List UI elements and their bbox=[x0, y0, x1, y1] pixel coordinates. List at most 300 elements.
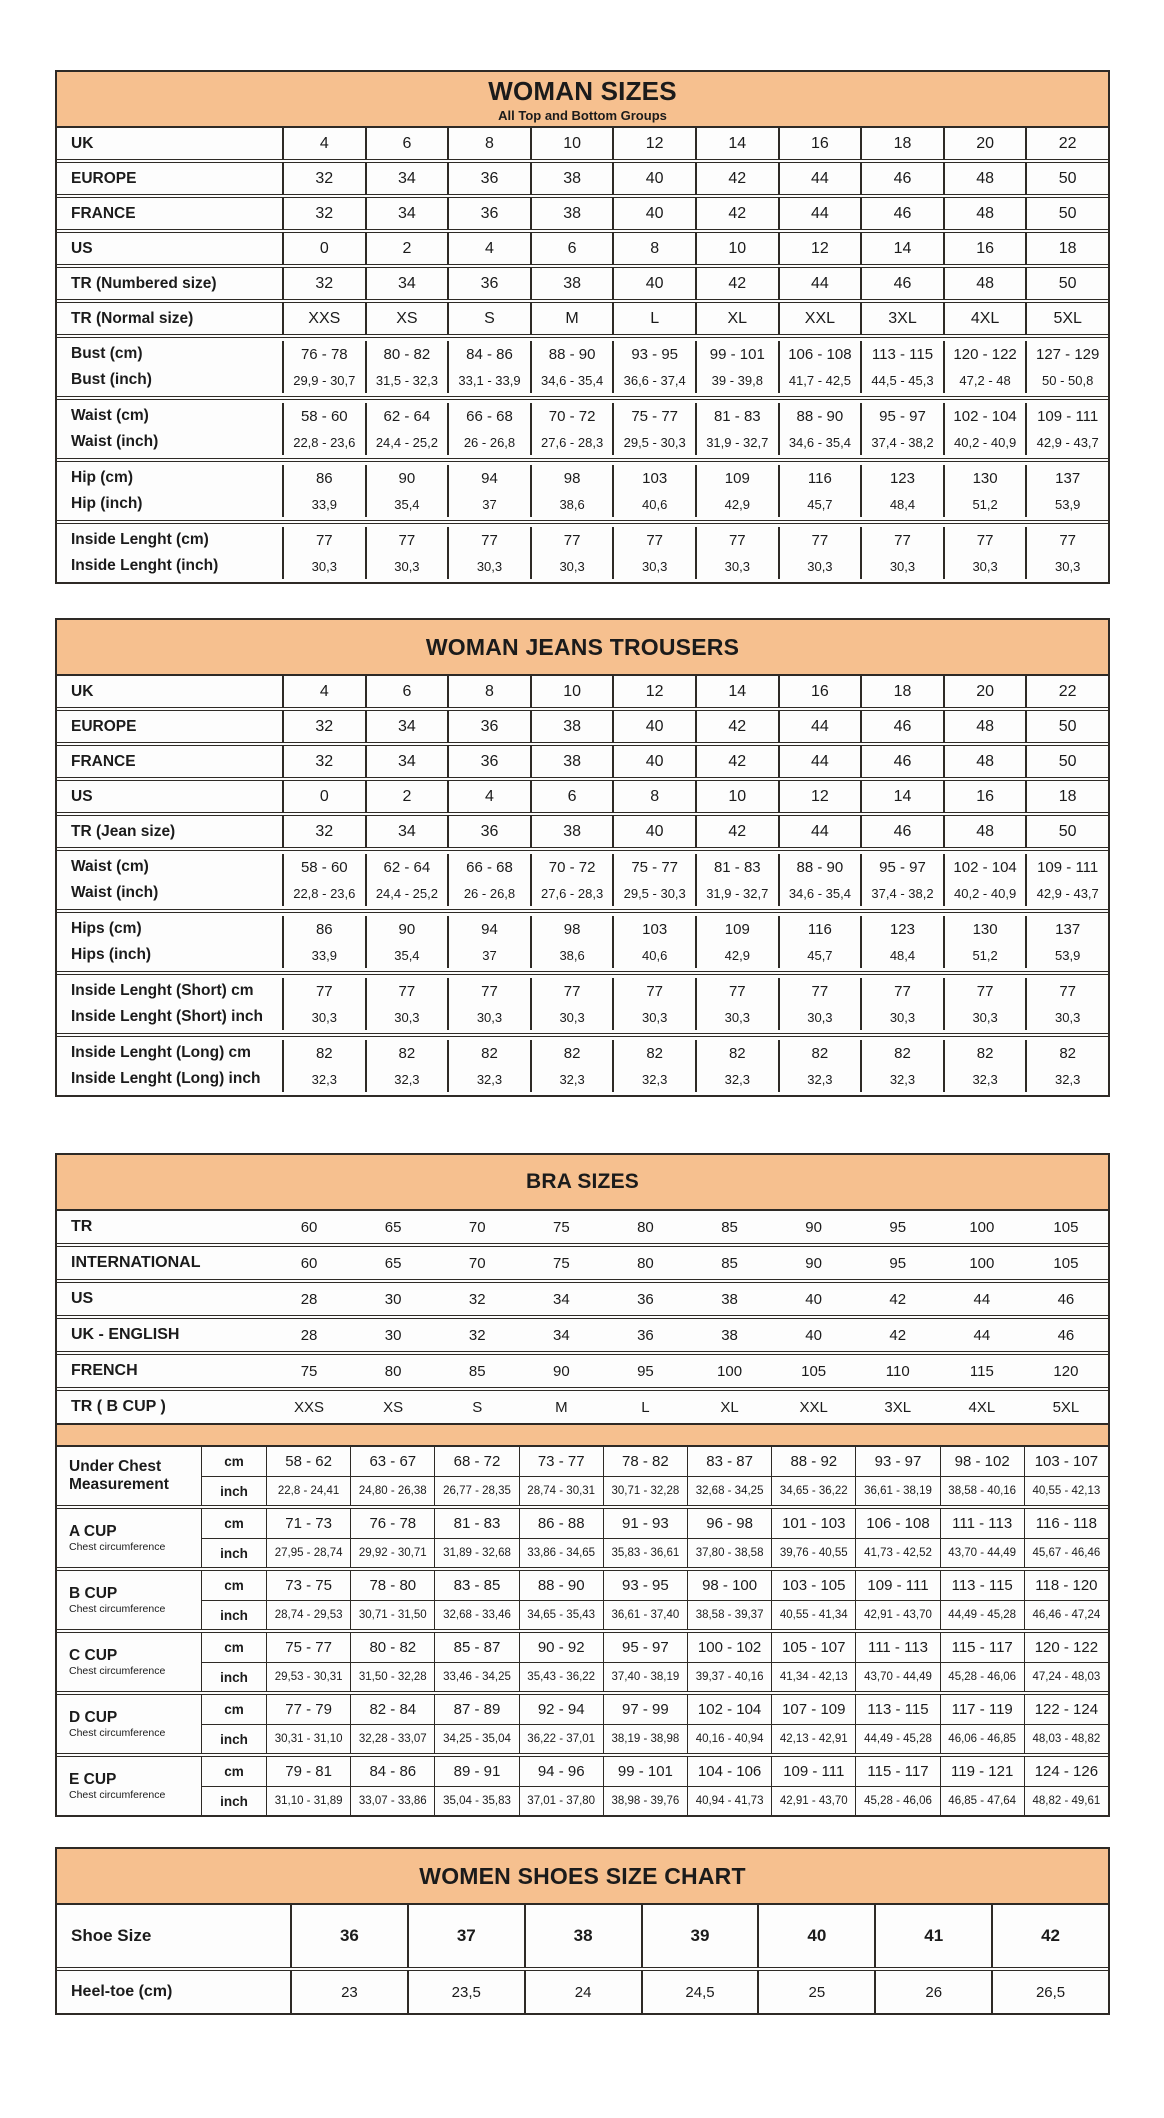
size-value: XXS bbox=[294, 1398, 325, 1416]
size-value: 37,40 - 38,19 bbox=[603, 1663, 687, 1691]
size-value: 46 bbox=[1057, 1326, 1075, 1344]
size-value: 10 bbox=[695, 233, 778, 264]
size-value: 94 - 96 bbox=[519, 1757, 603, 1786]
size-value: 5XL bbox=[1025, 303, 1108, 334]
size-value: 46 bbox=[860, 746, 943, 777]
size-value: 35,04 - 35,83 bbox=[434, 1787, 518, 1815]
size-value: XXL bbox=[778, 303, 861, 334]
size-value: 116 bbox=[778, 465, 861, 491]
size-value: 92 - 94 bbox=[519, 1695, 603, 1724]
size-value: 40,55 - 41,34 bbox=[771, 1601, 855, 1629]
size-value: 120 - 122 bbox=[943, 341, 1026, 367]
size-value: 36 bbox=[637, 1326, 654, 1344]
size-value: 4 bbox=[282, 128, 365, 159]
table-row bbox=[57, 128, 1108, 159]
size-value: M bbox=[530, 303, 613, 334]
size-value: 53,9 bbox=[1025, 942, 1108, 968]
size-value: 44 bbox=[778, 163, 861, 194]
row-label: FRANCE bbox=[71, 752, 136, 770]
table-row bbox=[57, 338, 1108, 367]
size-value: 95 - 97 bbox=[860, 403, 943, 429]
size-value: 36,61 - 38,19 bbox=[855, 1477, 939, 1505]
size-chart-page bbox=[0, 70, 1164, 2015]
size-value: 80 - 82 bbox=[350, 1633, 434, 1662]
size-value: 95 - 97 bbox=[603, 1633, 687, 1662]
row-label: UK bbox=[71, 134, 94, 152]
size-value: 27,6 - 28,3 bbox=[530, 880, 613, 906]
size-value: 77 bbox=[530, 527, 613, 553]
size-value: 38 bbox=[721, 1290, 738, 1308]
size-value: 81 - 83 bbox=[434, 1509, 518, 1538]
size-value: 42,9 bbox=[695, 942, 778, 968]
size-value: 65 bbox=[384, 1254, 402, 1272]
size-value: 27,95 - 28,74 bbox=[266, 1539, 350, 1567]
size-value: 88 - 90 bbox=[778, 403, 861, 429]
size-value: 16 bbox=[943, 781, 1026, 812]
row-label: TR (Numbered size) bbox=[71, 274, 217, 292]
size-value: 111 - 113 bbox=[940, 1509, 1024, 1538]
size-value: 38,19 - 38,98 bbox=[603, 1725, 687, 1753]
size-value: 137 bbox=[1025, 465, 1108, 491]
size-value: 78 - 82 bbox=[603, 1447, 687, 1476]
size-value: 32,3 bbox=[695, 1066, 778, 1092]
size-value: 22,8 - 24,41 bbox=[266, 1477, 350, 1505]
size-value: 42,9 - 43,7 bbox=[1025, 880, 1108, 906]
size-value: 42,91 - 43,70 bbox=[855, 1601, 939, 1629]
size-value: 58 - 62 bbox=[266, 1447, 350, 1476]
size-value: 99 - 101 bbox=[603, 1757, 687, 1786]
size-value: 0 bbox=[282, 233, 365, 264]
size-value: 60 bbox=[300, 1218, 318, 1236]
size-value: 38 bbox=[530, 816, 613, 847]
size-value: 26 bbox=[874, 1971, 991, 2013]
size-value: 93 - 95 bbox=[612, 341, 695, 367]
size-value: 82 bbox=[447, 1040, 530, 1066]
table-row bbox=[57, 676, 1108, 707]
table-title: BRA SIZES bbox=[525, 1170, 640, 1193]
size-value: 106 - 108 bbox=[855, 1509, 939, 1538]
row-label: Hips (inch) bbox=[71, 946, 152, 963]
size-value: 29,5 - 30,3 bbox=[612, 429, 695, 455]
size-value: 32,68 - 34,25 bbox=[687, 1477, 771, 1505]
size-value: 77 bbox=[778, 978, 861, 1004]
row-label: Shoe Size bbox=[71, 1926, 152, 1945]
size-value: 75 - 77 bbox=[612, 403, 695, 429]
size-value: 100 bbox=[717, 1362, 743, 1380]
size-value: 26,5 bbox=[991, 1971, 1108, 2013]
unit-label: inch bbox=[220, 1545, 248, 1561]
size-value: 37,4 - 38,2 bbox=[860, 880, 943, 906]
size-value: 12 bbox=[778, 233, 861, 264]
size-value: 46,46 - 47,24 bbox=[1024, 1601, 1108, 1629]
size-value: 30,3 bbox=[530, 1004, 613, 1030]
row-group bbox=[57, 299, 1108, 334]
size-value: 53,9 bbox=[1025, 491, 1108, 517]
size-value: 116 - 118 bbox=[1024, 1509, 1108, 1538]
size-value: 115 - 117 bbox=[940, 1633, 1024, 1662]
size-value: 28,74 - 30,31 bbox=[519, 1477, 603, 1505]
size-value: 34,65 - 36,22 bbox=[771, 1477, 855, 1505]
row-sublabel: Chest circumference bbox=[69, 1727, 166, 1740]
size-value: 77 bbox=[530, 978, 613, 1004]
row-group bbox=[57, 676, 1108, 707]
table-row bbox=[202, 1538, 1108, 1567]
size-value: 38 bbox=[530, 746, 613, 777]
size-value: 82 bbox=[612, 1040, 695, 1066]
size-value: 34,25 - 35,04 bbox=[434, 1725, 518, 1753]
size-value: 71 - 73 bbox=[266, 1509, 350, 1538]
size-value: 32,3 bbox=[860, 1066, 943, 1092]
table-title: WOMEN SHOES SIZE CHART bbox=[419, 1862, 746, 1889]
size-value: 38,58 - 40,16 bbox=[940, 1477, 1024, 1505]
size-value: 32,3 bbox=[365, 1066, 448, 1092]
size-value: 109 - 111 bbox=[1025, 854, 1108, 880]
size-value: 90 bbox=[553, 1362, 570, 1380]
row-group bbox=[57, 194, 1108, 229]
size-value: 37,80 - 38,58 bbox=[687, 1539, 771, 1567]
size-value: 86 bbox=[282, 916, 365, 942]
size-value: 23,5 bbox=[407, 1971, 524, 2013]
size-value: 50 bbox=[1025, 746, 1108, 777]
size-value: 91 - 93 bbox=[603, 1509, 687, 1538]
table-row bbox=[57, 1283, 1108, 1315]
size-value: 77 bbox=[365, 527, 448, 553]
size-value: 94 bbox=[447, 916, 530, 942]
size-value: 34,6 - 35,4 bbox=[778, 880, 861, 906]
size-value: 39,76 - 40,55 bbox=[771, 1539, 855, 1567]
row-label: D CUP bbox=[69, 1708, 118, 1726]
size-value: 3XL bbox=[860, 303, 943, 334]
size-value: 113 - 115 bbox=[940, 1571, 1024, 1600]
size-value: 73 - 75 bbox=[266, 1571, 350, 1600]
table-row bbox=[57, 524, 1108, 553]
row-label: UK - ENGLISH bbox=[71, 1326, 180, 1343]
table-row bbox=[57, 1211, 1108, 1243]
size-value: 18 bbox=[860, 128, 943, 159]
size-value: 77 bbox=[695, 978, 778, 1004]
size-value: 113 - 115 bbox=[860, 341, 943, 367]
size-value: 76 - 78 bbox=[282, 341, 365, 367]
size-value: 124 - 126 bbox=[1024, 1757, 1108, 1786]
size-value: 32,68 - 33,46 bbox=[434, 1601, 518, 1629]
size-value: 12 bbox=[612, 676, 695, 707]
size-value: 109 bbox=[695, 916, 778, 942]
size-value: 90 bbox=[365, 916, 448, 942]
size-value: 98 - 100 bbox=[687, 1571, 771, 1600]
size-value: 82 bbox=[282, 1040, 365, 1066]
table-row bbox=[57, 303, 1108, 334]
row-label: Hip (inch) bbox=[71, 495, 143, 512]
size-value: 24,80 - 26,38 bbox=[350, 1477, 434, 1505]
size-value: 30,3 bbox=[282, 1004, 365, 1030]
size-value: 111 - 113 bbox=[855, 1633, 939, 1662]
size-value: 48,4 bbox=[860, 942, 943, 968]
table-row bbox=[57, 198, 1108, 229]
size-value: 39 bbox=[641, 1905, 758, 1967]
size-value: 70 - 72 bbox=[530, 854, 613, 880]
size-value: 95 bbox=[889, 1254, 907, 1272]
row-group bbox=[57, 847, 1108, 909]
table-row bbox=[57, 1037, 1108, 1066]
size-value: 28 bbox=[300, 1326, 318, 1344]
size-value: 14 bbox=[695, 676, 778, 707]
size-value: 44 bbox=[778, 711, 861, 742]
size-value: 70 bbox=[468, 1218, 486, 1236]
size-value: 82 - 84 bbox=[350, 1695, 434, 1724]
size-value: 35,4 bbox=[365, 491, 448, 517]
size-value: 34 bbox=[365, 711, 448, 742]
size-value: 26 - 26,8 bbox=[447, 429, 530, 455]
size-value: 109 - 111 bbox=[771, 1757, 855, 1786]
size-value: 116 bbox=[778, 916, 861, 942]
size-value: 40,94 - 41,73 bbox=[687, 1787, 771, 1815]
size-value: 29,53 - 30,31 bbox=[266, 1663, 350, 1691]
size-value: 80 - 82 bbox=[365, 341, 448, 367]
size-value: 75 - 77 bbox=[266, 1633, 350, 1662]
size-value: 36 bbox=[447, 816, 530, 847]
size-value: 34 bbox=[553, 1326, 570, 1344]
table-subtitle: All Top and Bottom Groups bbox=[498, 107, 667, 123]
row-label: Inside Lenght (Short) inch bbox=[71, 1008, 264, 1025]
size-value: 50 bbox=[1025, 816, 1108, 847]
row-label: Waist (inch) bbox=[71, 433, 159, 450]
size-value: 8 bbox=[447, 676, 530, 707]
table-bra-sizes bbox=[55, 1153, 1110, 1817]
size-value: 62 - 64 bbox=[365, 403, 448, 429]
table-row bbox=[57, 233, 1108, 264]
size-value: 137 bbox=[1025, 916, 1108, 942]
size-value: 40 bbox=[612, 198, 695, 229]
size-value: 96 - 98 bbox=[687, 1509, 771, 1538]
row-label: US bbox=[71, 787, 93, 805]
size-value: 82 bbox=[778, 1040, 861, 1066]
table-row bbox=[57, 462, 1108, 491]
size-value: 46 bbox=[860, 816, 943, 847]
cup-values bbox=[202, 1571, 1108, 1629]
size-value: 45,28 - 46,06 bbox=[940, 1663, 1024, 1691]
size-value: 42 bbox=[695, 746, 778, 777]
size-value: 95 bbox=[637, 1362, 654, 1380]
row-label: E CUP bbox=[69, 1770, 117, 1788]
size-value: 109 - 111 bbox=[855, 1571, 939, 1600]
size-value: 4 bbox=[282, 676, 365, 707]
size-value: 30,3 bbox=[695, 1004, 778, 1030]
size-value: 77 bbox=[282, 527, 365, 553]
size-value: 48 bbox=[943, 746, 1026, 777]
size-value: 34,65 - 35,43 bbox=[519, 1601, 603, 1629]
size-value: 100 bbox=[969, 1254, 995, 1272]
size-value: 40,2 - 40,9 bbox=[943, 880, 1026, 906]
unit-label: inch bbox=[220, 1793, 248, 1809]
size-value: 32 bbox=[468, 1326, 486, 1344]
table-row bbox=[57, 880, 1108, 909]
size-value: 40 bbox=[805, 1290, 822, 1308]
size-value: 34 bbox=[365, 816, 448, 847]
row-group bbox=[57, 520, 1108, 582]
size-value: 82 bbox=[1025, 1040, 1108, 1066]
size-value: 40 bbox=[612, 711, 695, 742]
size-value: 38,6 bbox=[530, 942, 613, 968]
size-value: 109 bbox=[695, 465, 778, 491]
row-group bbox=[57, 264, 1108, 299]
size-value: 46 bbox=[1057, 1290, 1075, 1308]
size-value: 31,9 - 32,7 bbox=[695, 880, 778, 906]
size-value: 30,3 bbox=[365, 1004, 448, 1030]
size-value: 37,4 - 38,2 bbox=[860, 429, 943, 455]
unit-label: inch bbox=[220, 1483, 248, 1499]
size-value: 39,37 - 40,16 bbox=[687, 1663, 771, 1691]
size-value: 30,3 bbox=[860, 1004, 943, 1030]
row-group bbox=[57, 1351, 1108, 1387]
size-value: M bbox=[555, 1398, 568, 1416]
row-label: Under Chest Measurement bbox=[69, 1458, 169, 1493]
row-group bbox=[57, 1033, 1108, 1095]
size-value: 85 - 87 bbox=[434, 1633, 518, 1662]
size-value: 103 bbox=[612, 916, 695, 942]
size-value: XL bbox=[695, 303, 778, 334]
size-value: 30 bbox=[384, 1326, 402, 1344]
row-label: Heel-toe (cm) bbox=[71, 1983, 173, 2000]
size-value: 38 bbox=[530, 163, 613, 194]
table-row bbox=[202, 1571, 1108, 1600]
size-value: 20 bbox=[943, 128, 1026, 159]
row-group bbox=[57, 1387, 1108, 1423]
size-value: 36 bbox=[447, 268, 530, 299]
size-value: 70 bbox=[468, 1254, 486, 1272]
row-label: C CUP bbox=[69, 1646, 118, 1664]
size-value: 42 bbox=[695, 163, 778, 194]
size-value: 50 bbox=[1025, 711, 1108, 742]
size-value: 107 - 109 bbox=[771, 1695, 855, 1724]
row-label: EUROPE bbox=[71, 717, 137, 735]
size-value: 32,3 bbox=[778, 1066, 861, 1092]
size-value: 62 - 64 bbox=[365, 854, 448, 880]
size-value: XL bbox=[720, 1398, 739, 1416]
size-value: 42 bbox=[695, 816, 778, 847]
size-value: 127 - 129 bbox=[1025, 341, 1108, 367]
table-row bbox=[57, 163, 1108, 194]
size-value: 30 bbox=[384, 1290, 402, 1308]
size-value: 41 bbox=[874, 1905, 991, 1967]
size-value: 118 - 120 bbox=[1024, 1571, 1108, 1600]
size-value: 103 - 105 bbox=[771, 1571, 855, 1600]
row-sublabel: Chest circumference bbox=[69, 1603, 166, 1616]
size-value: 47,2 - 48 bbox=[943, 367, 1026, 393]
size-value: 33,1 - 33,9 bbox=[447, 367, 530, 393]
size-value: 48 bbox=[943, 268, 1026, 299]
cup-row-group bbox=[57, 1567, 1108, 1629]
size-value: 36 bbox=[290, 1905, 407, 1967]
unit-label: cm bbox=[224, 1702, 244, 1717]
size-value: 41,34 - 42,13 bbox=[771, 1663, 855, 1691]
row-group bbox=[57, 971, 1108, 1033]
row-group bbox=[57, 1905, 1108, 1967]
size-value: 44 bbox=[778, 746, 861, 777]
size-value: 77 bbox=[612, 527, 695, 553]
cup-label-cell bbox=[57, 1447, 202, 1505]
row-sublabel: Chest circumference bbox=[69, 1665, 166, 1678]
size-value: 42 bbox=[991, 1905, 1108, 1967]
size-value: 36,6 - 37,4 bbox=[612, 367, 695, 393]
row-group bbox=[57, 1279, 1108, 1315]
unit-label: cm bbox=[224, 1640, 244, 1655]
size-value: 34,6 - 35,4 bbox=[778, 429, 861, 455]
size-value: 130 bbox=[943, 465, 1026, 491]
row-label: Inside Lenght (Short) cm bbox=[71, 982, 254, 999]
size-value: 48,4 bbox=[860, 491, 943, 517]
row-label: TR bbox=[71, 1218, 93, 1235]
size-value: 84 - 86 bbox=[447, 341, 530, 367]
table-row bbox=[57, 400, 1108, 429]
row-label: Bust (inch) bbox=[71, 371, 152, 388]
size-value: 32 bbox=[468, 1290, 486, 1308]
table-title: WOMAN JEANS TROUSERS bbox=[425, 633, 740, 660]
table-row bbox=[57, 1905, 1108, 1967]
size-value: 120 bbox=[1053, 1362, 1079, 1380]
cup-row-group bbox=[57, 1629, 1108, 1691]
size-value: 102 - 104 bbox=[687, 1695, 771, 1724]
size-value: 30,3 bbox=[860, 553, 943, 579]
table-row bbox=[202, 1509, 1108, 1538]
cup-values bbox=[202, 1757, 1108, 1815]
row-label: A CUP bbox=[69, 1522, 117, 1540]
row-group bbox=[57, 396, 1108, 458]
size-value: 66 - 68 bbox=[447, 403, 530, 429]
table-women-shoes bbox=[55, 1847, 1110, 2015]
size-value: 30,3 bbox=[365, 553, 448, 579]
size-value: 35,83 - 36,61 bbox=[603, 1539, 687, 1567]
table-row bbox=[202, 1633, 1108, 1662]
size-value: 30,71 - 32,28 bbox=[603, 1477, 687, 1505]
size-value: 77 bbox=[778, 527, 861, 553]
size-value: 122 - 124 bbox=[1024, 1695, 1108, 1724]
size-value: 22 bbox=[1025, 128, 1108, 159]
size-value: 34 bbox=[365, 746, 448, 777]
table-row bbox=[57, 367, 1108, 396]
row-label: US bbox=[71, 239, 93, 257]
size-value: 40,6 bbox=[612, 942, 695, 968]
size-value: 100 - 102 bbox=[687, 1633, 771, 1662]
size-value: 30,3 bbox=[1025, 1004, 1108, 1030]
row-label: TR (Normal size) bbox=[71, 309, 194, 327]
size-value: 35,4 bbox=[365, 942, 448, 968]
table-row bbox=[57, 553, 1108, 582]
table-row bbox=[57, 1004, 1108, 1033]
size-value: 93 - 95 bbox=[603, 1571, 687, 1600]
size-value: 100 bbox=[969, 1218, 995, 1236]
cup-values bbox=[202, 1447, 1108, 1505]
size-value: 83 - 87 bbox=[687, 1447, 771, 1476]
size-value: 44 bbox=[778, 816, 861, 847]
size-value: 75 bbox=[300, 1362, 318, 1380]
size-value: 105 bbox=[801, 1362, 827, 1380]
size-value: 5XL bbox=[1052, 1398, 1080, 1416]
row-label: Inside Lenght (Long) inch bbox=[71, 1070, 261, 1087]
row-label: B CUP bbox=[69, 1584, 118, 1602]
cup-label-cell bbox=[57, 1695, 202, 1753]
size-value: 75 bbox=[553, 1218, 570, 1236]
size-value: 77 bbox=[612, 978, 695, 1004]
size-value: 113 - 115 bbox=[855, 1695, 939, 1724]
size-value: 30,3 bbox=[530, 553, 613, 579]
row-sublabel: Chest circumference bbox=[69, 1541, 166, 1554]
size-value: S bbox=[472, 1398, 483, 1416]
size-value: 87 - 89 bbox=[434, 1695, 518, 1724]
size-value: 30,3 bbox=[447, 553, 530, 579]
size-value: 97 - 99 bbox=[603, 1695, 687, 1724]
size-value: 73 - 77 bbox=[519, 1447, 603, 1476]
unit-label: cm bbox=[224, 1516, 244, 1531]
